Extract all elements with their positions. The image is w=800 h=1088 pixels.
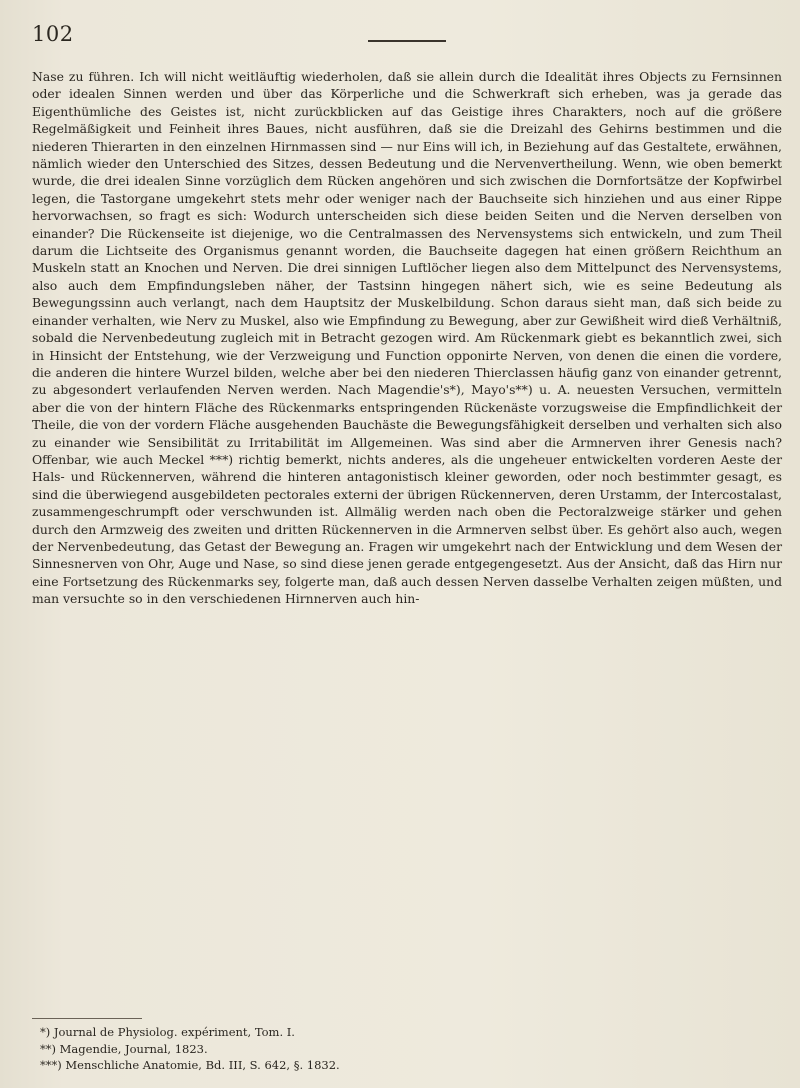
footnote-2: **) Magendie, Journal, 1823. bbox=[40, 1041, 208, 1056]
main-text bbox=[32, 68, 782, 608]
footnote-3: ***) Menschliche Anatomie, Bd. III, S. 642, §. 1832. bbox=[40, 1058, 340, 1072]
footnotes bbox=[40, 1024, 740, 1074]
paragraph: Nase zu führen. Ich will nicht weitläuftig wiederholen, daß sie allein durch die Idealität ihres Objects zu Fernsinnen oder idealen Sinnen werden und über das Körperliche und die Schwerkraft sich erheben, was ja gerade das Eigenthümliche des Geistes ist, nicht zurückblicken auf das Geistige ihres Charakters, noch auf die größere Regelmäßigkeit und Feinheit ihres Baues, nicht ausführen, daß sie die Dreizahl des Gehirns bestimmen und die niederen Thierarten in den einzelnen Hirnmassen sind — nur Eins will ich, in Beziehung auf das Gestaltete, erwähnen, nämlich wieder den Unterschied des Sitzes, dessen Bedeutung und die Nervenvertheilung. Wenn, wie oben bemerkt wurde, die drei idealen Sinne vorzüglich dem Rücken angehören und sich zwischen die Dornfortsätze der Kopfwirbel legen, die Tastorgane umgekehrt stets mehr oder weniger nach der Bauchseite sich hinziehen und aus einer Rippe hervorwachsen, so fragt es sich: Wodurch unterscheiden sich diese beiden Seiten und die Nerven derselben von einander? Die Rückenseite ist diejenige, wo die Centralmassen des Nervensystems sich entwickeln, und zum Theil darum die Lichtseite des Organismus genannt worden, die Bauchseite dagegen hat einen größern Reichthum an Muskeln statt an Knochen und Nerven. Die drei sinnigen Luftlöcher liegen also dem Mittelpunct des Nervensystems, also auch dem Empfindungsleben näher, der Tastsinn hingegen nähert sich, wie es seine Bedeutung als Bewegungssinn auch verlangt, nach dem Hauptsitz der Muskelbildung. Schon daraus sieht man, daß sich beide zu einander verhalten, wie Nerv zu Muskel, also wie Empfindung zu Bewegung, aber zur Gewißheit wird dieß Verhältniß, sobald die Nervenbedeutung zugleich mit in Betracht gezogen wird. Am Rückenmark giebt es bekanntlich zwei, sich in Hinsicht der Entstehung, wie der Verzweigung und Function opponirte Nerven, von denen die einen die vordere, die anderen die hintere Wurzel bilden, welche aber bei den niederen Thierclassen häufig ganz von einander getrennt, zu abgesondert verlaufenden Nerven werden. Nach Magendie's*), Mayo's**) u. A. neuesten Versuchen, vermitteln aber die von der hintern Fläche des Rückenmarks entspringenden Rückenäste vorzugsweise die Empfindlichkeit der Theile, die von der vordern Fläche ausgehenden Bauchäste die Bewegungsfähigkeit derselben und verhalten sich also zu einander wie Sensibilität zu Irritabilität im Allgemeinen. Was sind aber die Armnerven ihrer Genesis nach? Offenbar, wie auch Meckel ***) richtig bemerkt, nichts anderes, als die ungeheuer entwickelten vorderen Aeste der Hals- und Rückennerven, während die hinteren antagonistisch kleiner geworden, oder noch bestimmter gesagt, es sind die überwiegend ausgebildeten pectorales externi der übrigen Rückennerven, deren Urstamm, der Intercostalast, zusammengeschrumpft oder verschwunden ist. Allmälig werden nach oben die Pectoralzweige stärker und gehen durch den Armzweig des zweiten und dritten Rückennerven in die Armnerven selbst über. Es gehört also auch, wegen der Nervenbedeutung, das Getast der Bewegung an. Fragen wir umgekehrt nach der Entwicklung und dem Wesen der Sinnesnerven von Ohr, Auge und Nase, so sind diese jenen gerade entgegengesetzt. Aus der Ansicht, daß das Hirn nur eine Fortsetzung des Rückenmarks sey, folgerte man, daß auch dessen Nerven dasselbe Verhalten zeigen müßten, und man versuchte so in den verschiedenen Hirnnerven auch hin- bbox=[32, 69, 782, 607]
page-number: 102 bbox=[32, 22, 74, 46]
header-rule bbox=[368, 40, 446, 42]
footnote-divider bbox=[32, 1018, 142, 1019]
footnote-1: *) Journal de Physiolog. expériment, Tom. I. bbox=[40, 1025, 295, 1039]
page-header bbox=[32, 22, 772, 52]
